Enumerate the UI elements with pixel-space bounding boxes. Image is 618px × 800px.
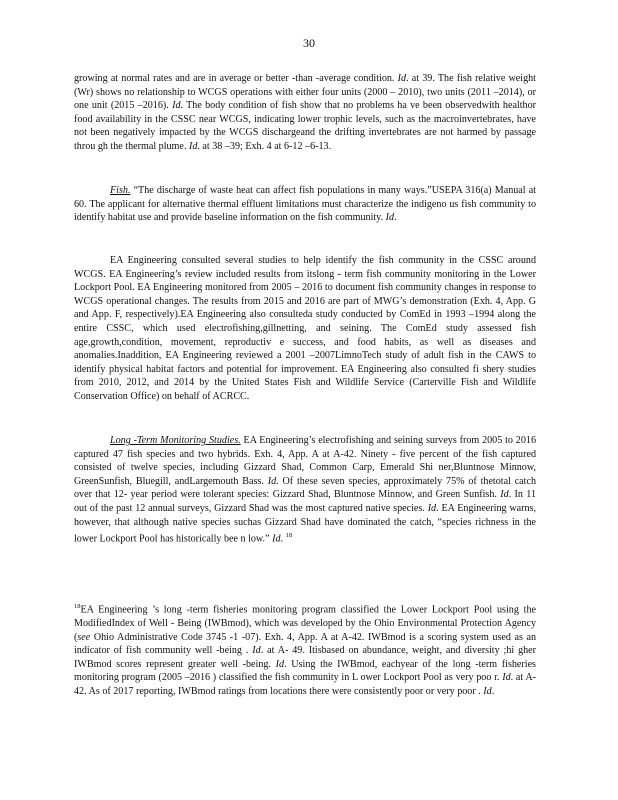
see-signal: see — [77, 631, 91, 643]
id-citation: Id — [385, 212, 395, 224]
text: . at A- 49. Itisbased on abundance, weight, and diversity ;hi gher IWBmod scores represent greater well -being. — [74, 645, 537, 670]
text: . In 11 out of the past 12 annual surveys, Gizzard Shad was the most captured native species. — [74, 489, 536, 514]
id-citation: Id — [427, 502, 437, 514]
section-heading: Long -Term Monitoring Studies. — [110, 435, 241, 446]
id-citation: Id — [172, 100, 181, 112]
text: . — [280, 533, 284, 545]
id-citation: Id — [252, 645, 261, 657]
text: . — [491, 685, 495, 697]
id-citation: Id — [483, 685, 492, 697]
paragraph-ea-engineering: EA Engineering consulted several studies to help identify the fish community in the CSSC around WCGS. EA Engineering’s review included results from itslong - term fish community monitoring in the Lower Lockport Pool. EA Engineering monitored from 2005 – 2016 to document fish community changes in response to WCGS operational changes. The results from 2015 and 2016 are part of MWG’s demonstration (Exh. 4, App. G and App. F, respectively).EA Engineering also consulteda study conducted by ComEd in 1993 –1994 along the entire CSSC, which used electrofishing,gillnetting, and seining. The ComEd study assessed fish age,growth,condition, movement, reproductiv e success, and food habits, as well as diseases and anomalies.Inaddition, EA Engineering reviewed a 2001 –2007LimnoTech study of adult fish in the CAWS to identify physical habitat factors and potential for improvement. EA Engineering also consulted fi shery studies from 2010, 2012, and 2014 by the United States Fish and Wildlife Service (Carterville Fish and Wildlife Conservation Office) on behalf of ACRCC. — [74, 255, 536, 402]
text: EA Engineering ’s long -term fisheries monitoring program classified the Lower Lockport Pool using the ModifiedIndex of Well - Being (IWBmod), which was developed by the Ohio Environmental Protection Agency ( — [74, 604, 536, 643]
paragraph-fish — [74, 184, 536, 225]
text: . at A-42. As of 2017 reporting, IWBmod ratings from locations there were consistently poor or very poor . — [74, 672, 537, 697]
text: . Of these seven species, approximately 75% of thetotal catch over that 12- year period were tolerant species: Gizzard Shad, Bluntnose Minnow, and Green Sunfish. — [74, 475, 536, 501]
text: . EA Engineering warns, however, that although native species suchas Gizzard Shad have dominated the catch, “species richness in the lower Lockport Pool has historically bee n low.” — [74, 502, 536, 545]
id-citation: Id — [267, 475, 277, 487]
section-heading: Fish. — [110, 185, 131, 196]
text: . The body condition of fish show that no problems ha ve been observedwith healthor food availability in the CSSC near WCGS, indicating lower trophic levels, such as the macroinvertebrates, have not been negatively impacted by the WCGS dischargeand the drifting invertebrates are not harmed by passage throu gh the thermal plume. — [74, 100, 536, 152]
text: Ohio Administrative Code 3745 -1 -07). Exh. 4, App. A at A-42. IWBmod is a scoring system used as an indicator of fish community well -being . — [74, 631, 536, 657]
text: growing at normal rates and are in average or better -than -average condition. — [74, 73, 395, 84]
text: EA Engineering’s electrofishing and seining surveys from 2005 to 2016 captured 47 fish species and two hybrids. Exh. 4, App. A at A-42. Ninety - five percent of the fish captured consisted of twelve species, including Gizzard Shad, Common Carp, Emerald Shi ner,Bluntnose Minnow, GreenSunfish, Bluegill, andLargemouth Bass. — [74, 435, 536, 487]
id-citation: Id — [502, 672, 511, 684]
footnote-reference[interactable]: 18 — [285, 532, 293, 540]
paragraph-fish-condition — [74, 72, 536, 154]
text: “The discharge of waste heat can affect fish populations in many ways.”USEPA 316(a) Manual at 60. The applicant for alternative thermal effluent limitations must characterize the indigeno us fish community to identify habitat use and provide baseline information on the fish community. — [74, 185, 536, 224]
text: . at 39. The fish relative weight (Wr) shows no relationship to WCGS operations with either four units (2000 – 2010), two units (2011 –2014), or one unit (2015 –2016). — [74, 73, 536, 112]
id-citation: Id — [188, 140, 198, 152]
paragraph-long-term-monitoring — [74, 434, 536, 546]
id-citation: Id — [397, 73, 407, 84]
footnote-marker: 18 — [74, 603, 81, 610]
text: . Using the IWBmod, eachyear of the long -term fisheries monitoring program (2005 –2016 ) classified the fish community in L ower Lockport Pool as very poo r. — [74, 658, 536, 684]
footnote-18 — [74, 600, 536, 699]
id-citation: Id — [500, 489, 509, 501]
id-citation: Id — [272, 533, 281, 545]
text: . — [394, 212, 397, 224]
id-citation: Id — [275, 658, 285, 670]
page-number: 30 — [303, 36, 315, 50]
text: . at 38 –39; Exh. 4 at 6-12 –6-13. — [197, 140, 332, 152]
